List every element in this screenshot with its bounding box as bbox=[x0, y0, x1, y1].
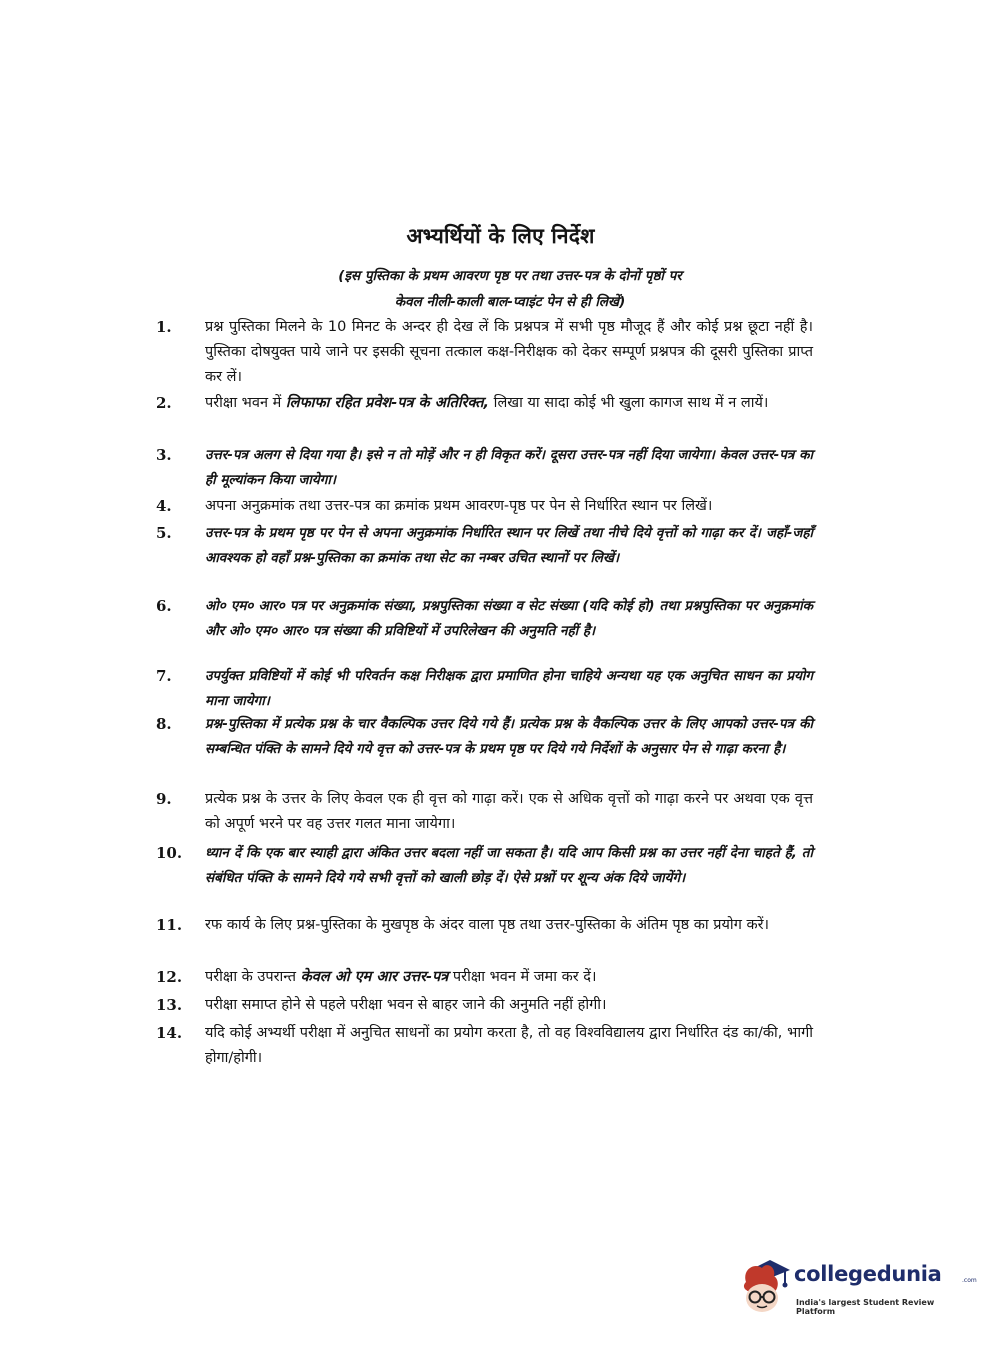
item-text: यदि कोई अभ्यर्थी परीक्षा में अनुचित साधनों का प्रयोग करता है, तो वह विश्वविद्यालय द्वारा निर्धारित दंड का/की, भागी होगा/होगी। bbox=[205, 1025, 813, 1066]
item-number: 3. bbox=[156, 446, 172, 464]
item-number: 12. bbox=[156, 968, 183, 986]
item-number: 11. bbox=[156, 916, 183, 934]
item-text-part: परीक्षा के उपरान्त bbox=[205, 969, 301, 985]
item-text: उत्तर-पत्र अलग से दिया गया है। इसे न तो मोड़ें और न ही विकृत करें। दूसरा उत्तर-पत्र नहीं दिया जायेगा। केवल उत्तर-पत्र का ही मूल्यांकन किया जायेगा। bbox=[205, 447, 813, 488]
item-text-part: परीक्षा भवन में bbox=[205, 395, 286, 411]
item-number: 10. bbox=[156, 844, 183, 862]
item-number: 13. bbox=[156, 996, 183, 1014]
logo-wordmark: collegedunia bbox=[794, 1262, 942, 1286]
item-text bbox=[205, 391, 813, 416]
item-number: 9. bbox=[156, 790, 172, 808]
logo-tagline: India's largest Student Review Platform bbox=[796, 1298, 935, 1316]
page-title: अभ्यर्थियों के लिए निर्देश bbox=[406, 224, 595, 248]
collegedunia-logo[interactable] bbox=[740, 1256, 977, 1320]
logo-domain-suffix: .com bbox=[962, 1277, 977, 1284]
item-text: परीक्षा समाप्त होने से पहले परीक्षा भवन से बाहर जाने की अनुमति नहीं होगी। bbox=[205, 997, 607, 1013]
item-text: उपर्युक्त प्रविष्टियों में कोई भी परिवर्तन कक्ष निरीक्षक द्वारा प्रमाणित होना चाहिये अन्यथा यह एक अनुचित साधन का प्रयोग माना जायेगा। bbox=[205, 668, 813, 709]
item-number: 14. bbox=[156, 1024, 183, 1042]
subtitle-line-2: केवल नीली-काली बाल-प्वाइंट पेन से ही लिखें) bbox=[394, 294, 626, 310]
item-text: ध्यान दें कि एक बार स्याही द्वारा अंकित उत्तर बदला नहीं जा सकता है। यदि आप किसी प्रश्न का उत्तर नहीं देना चाहते हैं, तो संबंधित पंक्ति के सामने दिये गये सभी वृत्तों को खाली छोड़ दें। ऐसे प्रश्नों पर शून्य अंक दिये जायेंगे। bbox=[205, 845, 813, 886]
item-text: ओ० एम० आर० पत्र पर अनुक्रमांक संख्या, प्रश्नपुस्तिका संख्या व सेट संख्या (यदि कोई हो) तथा प्रश्नपुस्तिका पर अनुक्रमांक और ओ० एम० आर० पत्र संख्या की प्रविष्टियों में उपरिलेखन की अनुमति नहीं है। bbox=[205, 598, 813, 639]
item-text: उत्तर-पत्र के प्रथम पृष्ठ पर पेन से अपना अनुक्रमांक निर्धारित स्थान पर लिखें तथा नीचे दिये वृत्तों को गाढ़ा कर दें। जहाँ-जहाँ आवश्यक हो वहाँ प्रश्न-पुस्तिका का क्रमांक तथा सेट का नम्बर उचित स्थानों पर लिखें। bbox=[205, 525, 813, 566]
item-text-emphasis: लिफाफा रहित प्रवेश-पत्र के अतिरिक्त, bbox=[285, 395, 490, 411]
item-number: 7. bbox=[156, 667, 172, 685]
collegedunia-mascot-icon bbox=[740, 1256, 792, 1316]
item-text-emphasis: केवल ओ एम आर उत्तर-पत्र bbox=[300, 969, 449, 985]
item-number: 8. bbox=[156, 715, 172, 733]
item-text-part: लिखा या सादा कोई भी खुला कागज साथ में न लायें। bbox=[489, 395, 769, 411]
item-text bbox=[205, 965, 813, 990]
item-text-part: परीक्षा भवन में जमा कर दें। bbox=[448, 969, 597, 985]
item-number: 5. bbox=[156, 524, 172, 542]
item-text: अपना अनुक्रमांक तथा उत्तर-पत्र का क्रमांक प्रथम आवरण-पृष्ठ पर पेन से निर्धारित स्थान पर लिखें। bbox=[205, 498, 713, 514]
item-number: 2. bbox=[156, 394, 172, 412]
item-text: रफ कार्य के लिए प्रश्न-पुस्तिका के मुखपृष्ठ के अंदर वाला पृष्ठ तथा उत्तर-पुस्तिका के अंतिम पृष्ठ का प्रयोग करें। bbox=[205, 917, 770, 933]
item-number: 6. bbox=[156, 597, 172, 615]
item-text: प्रश्न-पुस्तिका में प्रत्येक प्रश्न के चार वैकल्पिक उत्तर दिये गये हैं। प्रत्येक प्रश्न के वैकल्पिक उत्तर के लिए आपको उत्तर-पत्र की सम्बन्धित पंक्ति के सामने दिये गये वृत्त को उत्तर-पत्र के प्रथम पृष्ठ पर दिये गये निर्देशों के अनुसार पेन से गाढ़ा करना है। bbox=[205, 716, 813, 757]
item-text: प्रश्न पुस्तिका मिलने के 10 मिनट के अन्दर ही देख लें कि प्रश्नपत्र में सभी पृष्ठ मौजूद हैं और कोई प्रश्न छूटा नहीं है। पुस्तिका दोषयुक्त पाये जाने पर इसकी सूचना तत्काल कक्ष-निरीक्षक को देकर सम्पूर्ण प्रश्नपत्र की दूसरी पुस्तिका प्राप्त कर लें। bbox=[205, 319, 813, 385]
subtitle-line-1: (इस पुस्तिका के प्रथम आवरण पृष्ठ पर तथा उत्तर-पत्र के दोनों पृष्ठों पर bbox=[338, 268, 682, 284]
item-number: 1. bbox=[156, 318, 172, 336]
item-text: प्रत्येक प्रश्न के उत्तर के लिए केवल एक ही वृत्त को गाढ़ा करें। एक से अधिक वृत्तों को गाढ़ा करने पर अथवा एक वृत्त को अपूर्ण भरने पर वह उत्तर गलत माना जायेगा। bbox=[205, 791, 813, 832]
item-number: 4. bbox=[156, 497, 172, 515]
